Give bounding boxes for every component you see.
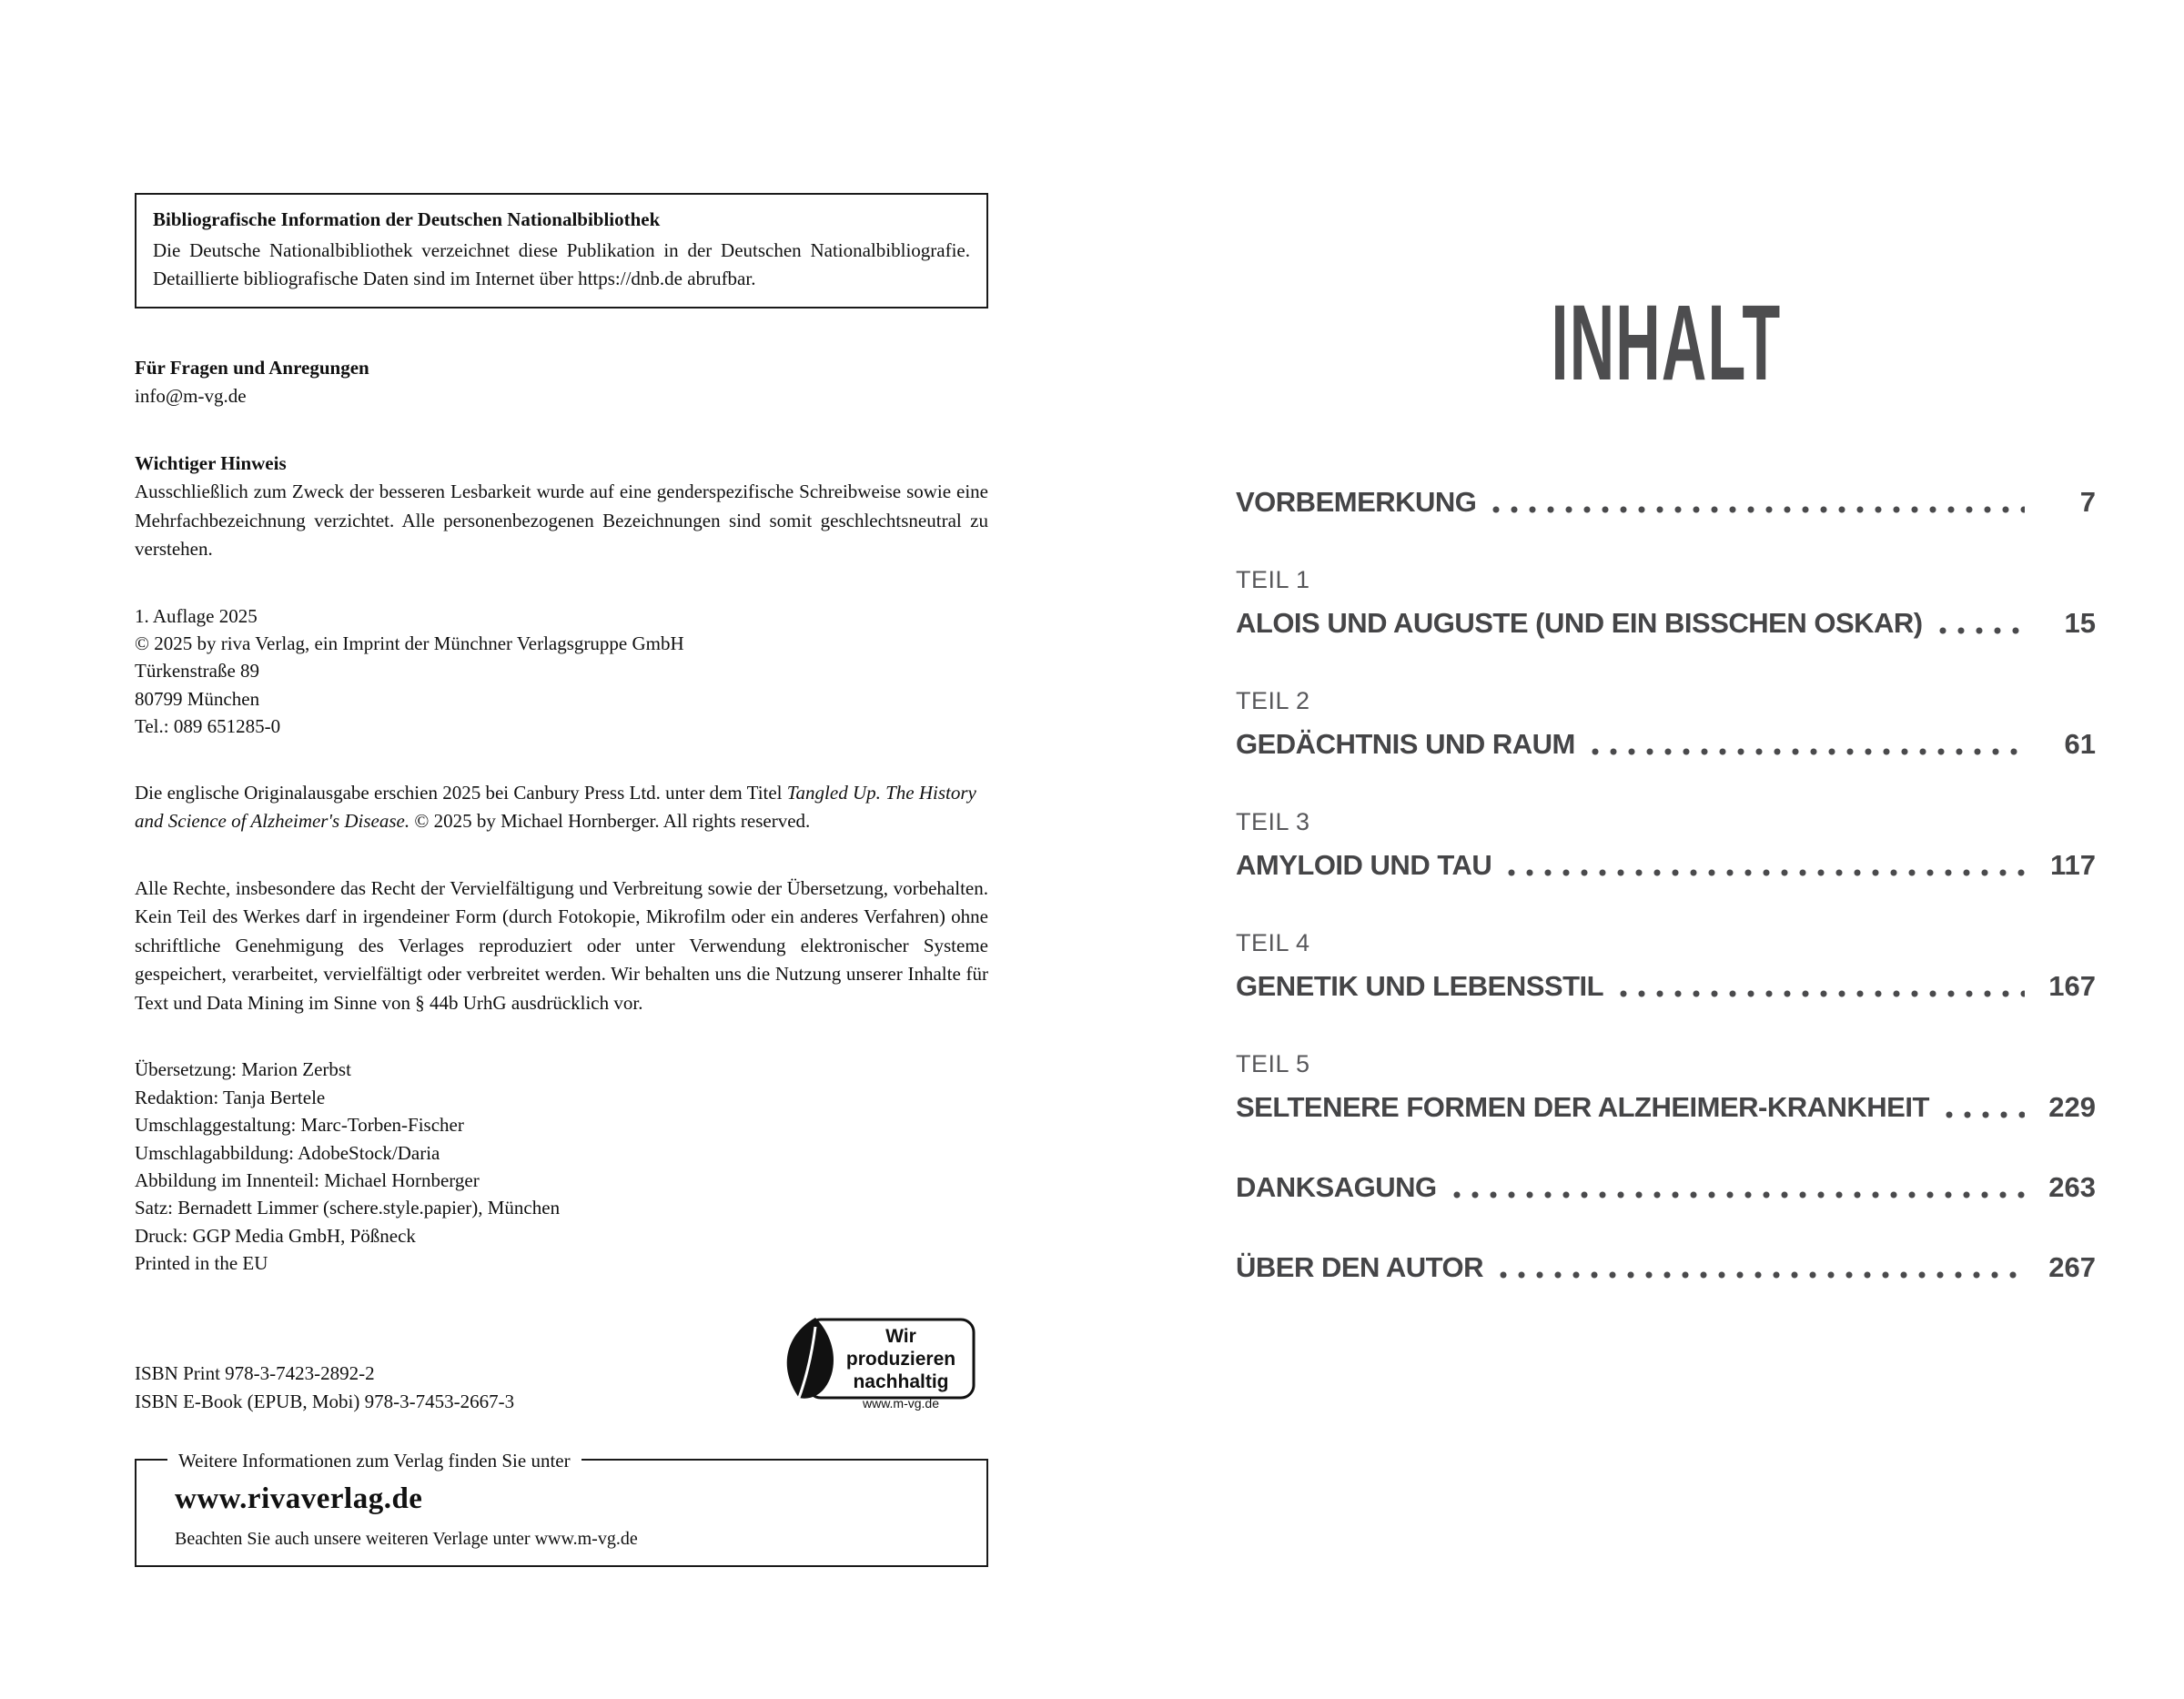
contact-email: info@m-vg.de	[135, 385, 247, 407]
original-edition-post: © 2025 by Michael Hornberger. All rights reserved.	[410, 810, 811, 833]
toc-part-label: TEIL 4	[1236, 929, 1310, 956]
dot-leader	[1492, 506, 2025, 513]
credit-cover-design: Umschlaggestaltung: Marc-Torben-Fischer	[135, 1114, 464, 1137]
notice-block	[135, 450, 988, 564]
rights-paragraph: Alle Rechte, insbesondere das Recht der Vervielfältigung und Verbreitung sowie der Übersetzung, vorbehalten. Kein Teil des Werkes darf in irgendeiner Form (durch Fotokopie, Mikrofilm oder ein anderes Verfahren) ohne schriftliche Genehmigung des Verlages reproduziert oder unter Verwendung elektronischer Systeme gespeichert, verarbeitet, vervielfältigt oder verbreitet werden. Wir behalten uns die Nutzung unserer Inhalte für Text und Data Mining im Sinne von § 44b UrhG ausdrücklich vor.	[135, 876, 988, 1014]
publisher-note: Beachten Sie auch unsere weiteren Verlage unter www.m-vg.de	[175, 1529, 638, 1550]
original-edition-paragraph	[135, 779, 988, 836]
dnb-box-body: Die Deutsche Nationalbibliothek verzeichnet diese Publikation in der Deutschen Nationalbibliografie. Detaillierte bibliografische Daten sind im Internet über https://dnb.de abrufbar.	[153, 238, 970, 289]
toc-entry-title: VORBEMERKUNG	[1236, 486, 1477, 518]
publisher-url: www.rivaverlag.de	[175, 1482, 423, 1515]
toc-entry	[1236, 687, 2096, 761]
dnb-info-box	[135, 193, 988, 308]
dot-leader	[1592, 748, 2025, 755]
dnb-box-title: Bibliografische Information der Deutschen Nationalbibliothek	[153, 208, 661, 230]
copyright-line: © 2025 by riva Verlag, ein Imprint der Münchner Verlagsgruppe GmbH	[135, 632, 684, 654]
publisher-info-box	[135, 1449, 988, 1568]
toc-page-number: 267	[2048, 1251, 2096, 1283]
credit-translation: Übersetzung: Marion Zerbst	[135, 1058, 351, 1081]
toc-page-number: 117	[2049, 849, 2096, 881]
credit-printing: Druck: GGP Media GmbH, Pößneck	[135, 1224, 416, 1247]
toc-page-number: 15	[2064, 607, 2096, 639]
dot-leader	[1939, 627, 2025, 634]
dot-leader	[1620, 990, 2025, 997]
eco-badge-line1: Wir produzieren	[845, 1325, 956, 1370]
dot-leader	[1453, 1191, 2025, 1198]
toc-page-number: 167	[2048, 970, 2096, 1002]
notice-body: Ausschließlich zum Zweck der besseren Lesbarkeit wurde auf eine genderspezifische Schreibweise sowie eine Mehrfachbezeichnung verzichtet. Alle personenbezogenen Bezeichnungen sind somit geschlechtsneutral zu verstehen.	[135, 480, 988, 560]
toc-entry-title: AMYLOID UND TAU	[1236, 849, 1492, 881]
publisher-box-legend: Weitere Informationen zum Verlag finden Sie unter	[167, 1447, 581, 1476]
dot-leader	[1946, 1111, 2025, 1118]
toc-entry	[1236, 929, 2096, 1003]
sustainability-badge	[775, 1314, 977, 1411]
credit-editing: Redaktion: Tanja Bertele	[135, 1086, 326, 1108]
dot-leader	[1508, 869, 2025, 876]
toc-entry	[1236, 808, 2096, 882]
credit-cover-image: Umschlagabbildung: AdobeStock/Daria	[135, 1141, 440, 1164]
toc-part-label: TEIL 1	[1236, 566, 1310, 593]
toc-entry	[1236, 1171, 2096, 1204]
imprint-page	[135, 193, 988, 1567]
credit-printed-in: Printed in the EU	[135, 1252, 268, 1275]
toc-part-label: TEIL 5	[1236, 1050, 1310, 1077]
dot-leader	[1500, 1271, 2025, 1279]
toc-entry	[1236, 566, 2096, 640]
eco-badge-url: www.m-vg.de	[862, 1396, 940, 1411]
toc-page	[1236, 283, 2096, 1331]
credit-typesetting: Satz: Bernadett Limmer (schere.style.papier), München	[135, 1197, 561, 1219]
toc-entry	[1236, 1251, 2096, 1284]
toc-page-number: 263	[2048, 1171, 2096, 1203]
toc-part-label: TEIL 3	[1236, 808, 1310, 835]
toc-entry	[1236, 1050, 2096, 1124]
isbn-block	[135, 1325, 988, 1417]
isbn-print: ISBN Print 978-3-7423-2892-2	[135, 1361, 375, 1384]
contact-title: Für Fragen und Anregungen	[135, 356, 369, 379]
toc-page-number: 229	[2048, 1091, 2096, 1123]
toc-entry-title: GEDÄCHTNIS UND RAUM	[1236, 728, 1575, 760]
toc-entry-title: ÜBER DEN AUTOR	[1236, 1251, 1484, 1283]
toc-page-number: 7	[2079, 486, 2096, 518]
contact-block	[135, 354, 988, 411]
toc-entry-title: GENETIK UND LEBENSSTIL	[1236, 970, 1604, 1002]
phone-line: Tel.: 089 651285-0	[135, 715, 281, 738]
original-edition-pre: Die englische Originalausgabe erschien 2025 bei Canbury Press Ltd. unter dem Titel	[135, 781, 787, 804]
toc-entry-title: ALOIS UND AUGUSTE (UND EIN BISSCHEN OSKAR)	[1236, 607, 1923, 639]
city-line: 80799 München	[135, 687, 260, 710]
credits-block	[135, 1056, 988, 1278]
edition-line: 1. Auflage 2025	[135, 604, 258, 627]
toc-entry-title: DANKSAGUNG	[1236, 1171, 1437, 1203]
toc-page-number: 61	[2064, 728, 2096, 760]
original-edition-title: Tangled Up. The History and Science of Alzheimer's Disease.	[135, 781, 976, 833]
toc-entry	[1236, 486, 2096, 519]
toc-part-label: TEIL 2	[1236, 687, 1310, 714]
eco-badge-line2: nachhaltig	[853, 1371, 949, 1393]
edition-address-block	[135, 602, 988, 741]
notice-title: Wichtiger Hinweis	[135, 451, 287, 474]
page-title: INHALT	[1551, 283, 1781, 403]
street-line: Türkenstraße 89	[135, 660, 260, 683]
credit-interior-image: Abbildung im Innenteil: Michael Hornberger	[135, 1168, 480, 1191]
isbn-ebook: ISBN E-Book (EPUB, Mobi) 978-3-7453-2667-3	[135, 1391, 515, 1413]
toc-entry-title: SELTENERE FORMEN DER ALZHEIMER-KRANKHEIT	[1236, 1091, 1929, 1123]
